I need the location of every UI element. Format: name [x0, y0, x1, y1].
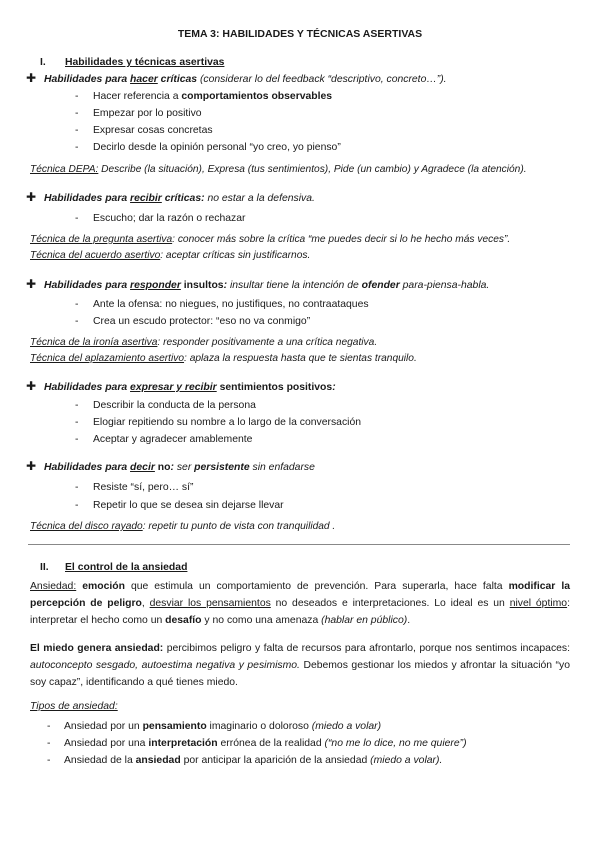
- anxiety-definition-paragraph: Ansiedad: emoción que estimula un comportamiento de prevención. Para superarla, hace falta modificar la percepción de peligro, desviar los pensamientos no deseados e interpretaciones. Lo ideal es un nivel óptimo: interpretar el hecho como un desafío y no como una amenaza (hablar en público).: [30, 581, 570, 626]
- list-item: Hacer referencia a comportamientos observables: [93, 91, 333, 102]
- list-item: Elogiar repitiendo su nombre a lo largo de la conversación: [93, 417, 362, 428]
- list-item: Decirlo desde la opinión personal “yo creo, yo pienso”: [93, 142, 341, 153]
- block-4-heading: Habilidades para expresar y recibir sentimientos positivos:: [44, 382, 336, 393]
- list-item: Ansiedad por una interpretación errónea de la realidad (“no me lo dice, no me quiere”): [64, 738, 467, 749]
- list-item: Resiste “sí, pero… sí”: [93, 482, 194, 493]
- dash-bullet: -: [75, 125, 79, 136]
- list-item: Ansiedad por un pensamiento imaginario o doloroso (miedo a volar): [64, 721, 382, 732]
- dash-bullet: -: [47, 738, 51, 749]
- technique-ironia-asertiva: Técnica de la ironía asertiva: responder positivamente a una crítica negativa.: [30, 337, 378, 348]
- dash-bullet: -: [75, 108, 79, 119]
- section-2-heading: El control de la ansiedad: [65, 562, 188, 573]
- cross-bullet-icon: ✚: [26, 459, 37, 473]
- list-item: Repetir lo que se desea sin dejarse llevar: [93, 500, 284, 511]
- cross-bullet-icon: ✚: [26, 379, 37, 393]
- technique-pregunta-asertiva: Técnica de la pregunta asertiva: conocer más sobre la crítica “me puedes decir si lo he hecho más veces”.: [30, 234, 511, 245]
- technique-acuerdo-asertivo: Técnica del acuerdo asertivo: aceptar críticas sin justificarnos.: [30, 250, 311, 261]
- dash-bullet: -: [75, 142, 79, 153]
- technique-depa: Técnica DEPA: Describe (la situación), Expresa (tus sentimientos), Pide (un cambio) y Agradece (la atención).: [30, 164, 527, 175]
- section-1-heading: Habilidades y técnicas asertivas: [65, 57, 225, 68]
- page-title: TEMA 3: HABILIDADES Y TÉCNICAS ASERTIVAS: [177, 28, 423, 40]
- block-3-heading: Habilidades para responder insultos: insultar tiene la intención de ofender para-piensa-habla.: [44, 280, 490, 291]
- list-item: Empezar por lo positivo: [93, 108, 202, 119]
- section-divider: [28, 544, 570, 545]
- list-item: Escucho; dar la razón o rechazar: [93, 213, 246, 224]
- dash-bullet: -: [47, 721, 51, 732]
- section-2-numeral: II.: [40, 562, 49, 573]
- dash-bullet: -: [75, 482, 79, 493]
- block-2-heading: Habilidades para recibir críticas: no estar a la defensiva.: [44, 193, 315, 204]
- technique-disco-rayado: Técnica del disco rayado: repetir tu punto de vista con tranquilidad .: [30, 521, 336, 532]
- dash-bullet: -: [75, 417, 79, 428]
- cross-bullet-icon: ✚: [26, 277, 37, 291]
- dash-bullet: -: [75, 500, 79, 511]
- dash-bullet: -: [75, 400, 79, 411]
- section-1-numeral: I.: [40, 57, 46, 68]
- dash-bullet: -: [75, 316, 79, 327]
- list-item: Crea un escudo protector: “eso no va conmigo”: [93, 316, 311, 327]
- cross-bullet-icon: ✚: [26, 71, 37, 85]
- block-1-heading: Habilidades para hacer críticas (considerar lo del feedback “descriptivo, concreto…”).: [44, 74, 447, 85]
- list-item: Expresar cosas concretas: [93, 125, 213, 136]
- list-item: Describir la conducta de la persona: [93, 400, 256, 411]
- list-item: Aceptar y agradecer amablemente: [93, 434, 253, 445]
- dash-bullet: -: [75, 213, 79, 224]
- dash-bullet: -: [75, 299, 79, 310]
- dash-bullet: -: [47, 755, 51, 766]
- fear-paragraph: El miedo genera ansiedad: percibimos peligro y falta de recursos para afrontarlo, porque nos sentimos incapaces: autoconcepto sesgado, autoestima negativa y pesimismo. Debemos gestionar los miedos y afrontar la situación “yo soy capaz”, identificando a qué tienes miedo.: [30, 643, 571, 688]
- dash-bullet: -: [75, 434, 79, 445]
- list-item: Ante la ofensa: no niegues, no justifiques, no contraataques: [93, 299, 369, 310]
- block-5-heading: Habilidades para decir no: ser persistente sin enfadarse: [44, 462, 315, 473]
- technique-aplazamiento-asertivo: Técnica del aplazamiento asertivo: aplaza la respuesta hasta que te sientas tranquilo.: [30, 353, 417, 364]
- cross-bullet-icon: ✚: [26, 190, 37, 204]
- anxiety-types-label: Tipos de ansiedad:: [30, 701, 118, 712]
- list-item: Ansiedad de la ansiedad por anticipar la aparición de la ansiedad (miedo a volar).: [64, 755, 443, 766]
- dash-bullet: -: [75, 91, 79, 102]
